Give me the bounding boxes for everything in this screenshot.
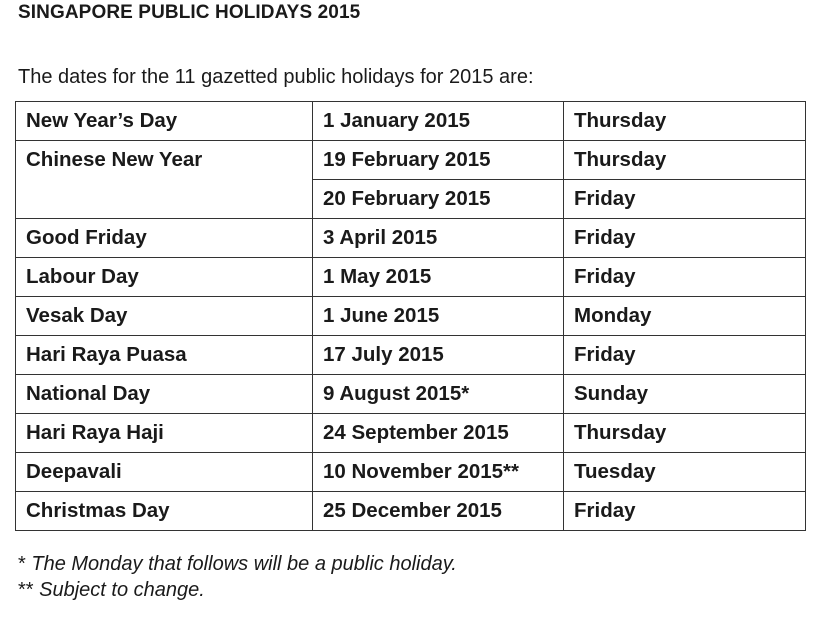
holiday-date-cell: 3 April 2015 [313, 219, 564, 258]
holidays-table-body [16, 102, 806, 531]
table-row [16, 102, 806, 141]
holiday-name-cell: Vesak Day [16, 297, 313, 336]
holiday-weekday-cell: Friday [564, 258, 806, 297]
table-row [16, 297, 806, 336]
holiday-weekday-cell: Thursday [564, 414, 806, 453]
holiday-weekday-cell: Monday [564, 297, 806, 336]
holiday-name-cell: Hari Raya Haji [16, 414, 313, 453]
table-row [16, 336, 806, 375]
holiday-weekday-cell: Friday [564, 336, 806, 375]
table-row [16, 492, 806, 531]
table-row [16, 141, 806, 180]
holiday-weekday-cell: Sunday [564, 375, 806, 414]
holiday-name-cell: National Day [16, 375, 313, 414]
holiday-date-cell: 17 July 2015 [313, 336, 564, 375]
holiday-name-cell [16, 180, 313, 219]
footnote [18, 551, 457, 577]
holiday-date-cell: 19 February 2015 [313, 141, 564, 180]
footnotes [18, 551, 457, 603]
table-row [16, 219, 806, 258]
holiday-name-cell: Deepavali [16, 453, 313, 492]
holiday-name-cell: New Year’s Day [16, 102, 313, 141]
holiday-date-cell: 24 September 2015 [313, 414, 564, 453]
holiday-weekday-cell: Tuesday [564, 453, 806, 492]
holiday-date-cell: 25 December 2015 [313, 492, 564, 531]
holiday-weekday-cell: Thursday [564, 102, 806, 141]
holiday-date-cell: 1 May 2015 [313, 258, 564, 297]
footnote-marker: * [18, 553, 26, 575]
holiday-weekday-cell: Friday [564, 492, 806, 531]
holiday-name-cell: Hari Raya Puasa [16, 336, 313, 375]
table-row [16, 453, 806, 492]
table-row [16, 375, 806, 414]
intro-text: The dates for the 11 gazetted public holidays for 2015 are: [18, 66, 534, 88]
holiday-date-cell: 1 June 2015 [313, 297, 564, 336]
holidays-table [15, 101, 806, 531]
page-title: SINGAPORE PUBLIC HOLIDAYS 2015 [18, 2, 361, 23]
footnote-text: The Monday that follows will be a public holiday. [31, 553, 457, 575]
holiday-weekday-cell: Friday [564, 180, 806, 219]
table-row [16, 414, 806, 453]
footnote [18, 577, 457, 603]
footnote-text: Subject to change. [39, 579, 205, 601]
holiday-name-cell: Christmas Day [16, 492, 313, 531]
holiday-date-cell: 10 November 2015** [313, 453, 564, 492]
table-row [16, 180, 806, 219]
holiday-weekday-cell: Friday [564, 219, 806, 258]
holiday-name-cell: Chinese New Year [16, 141, 313, 180]
holiday-name-cell: Good Friday [16, 219, 313, 258]
holiday-weekday-cell: Thursday [564, 141, 806, 180]
holiday-date-cell: 9 August 2015* [313, 375, 564, 414]
holiday-date-cell: 1 January 2015 [313, 102, 564, 141]
holiday-date-cell: 20 February 2015 [313, 180, 564, 219]
footnote-marker: ** [18, 579, 34, 601]
table-row [16, 258, 806, 297]
holiday-name-cell: Labour Day [16, 258, 313, 297]
